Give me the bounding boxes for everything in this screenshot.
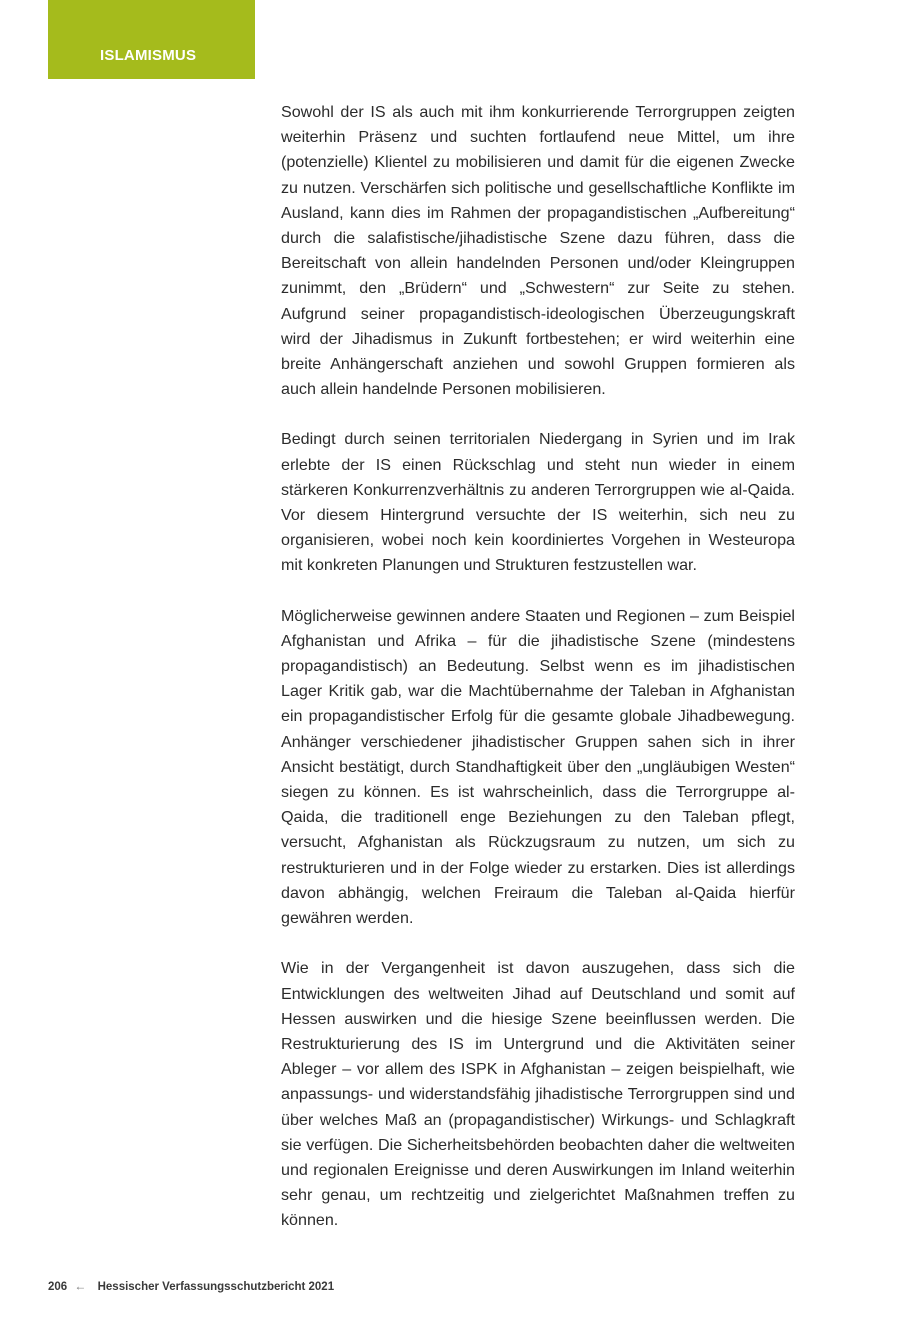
paragraph-4: Wie in der Vergangenheit ist davon auszugehen, dass sich die Entwicklungen des weltweiten Jihad auf Deutschland und somit auf Hessen auswirken und die hiesige Szene beeinflussen werden. Die Restrukturierung des IS im Untergrund und die Aktivitäten seiner Ableger – vor allem des ISPK in Afghanistan – zeigen beispielhaft, wie anpassungs- und widerstandsfähig jihadistische Terrorgruppen sind und über welches Maß an (propagandistischer) Wirkungs- und Schlagkraft sie verfügen. Die Sicherheitsbehörden beobachten daher die weltweiten und regionalen Ereignisse und deren Auswirkungen im Inland weiterhin sehr genau, um rechtzeitig und zielgerichtet Maßnahmen treffen zu können. [281, 959, 795, 1230]
paragraph-2: Bedingt durch seinen territorialen Niedergang in Syrien und im Irak erlebte der IS einen Rückschlag und steht nun wieder in einem stärkeren Konkurrenzverhältnis zu anderen Terrorgruppen wie al-Qaida. Vor diesem Hintergrund versuchte der IS weiterhin, sich neu zu organisieren, wobei noch kein koordiniertes Vorgehen in Westeuropa mit konkreten Planungen und Strukturen festzustellen war. [281, 430, 795, 575]
section-label: ISLAMISMUS [100, 47, 197, 64]
page-number: 206 [48, 1281, 68, 1293]
main-content [281, 100, 795, 1259]
page-footer [48, 1279, 334, 1293]
paragraph-1: Sowohl der IS als auch mit ihm konkurrierende Terrorgruppen zeigten weiterhin Präsenz und suchten fortlaufend neue Mittel, um ihre (potenzielle) Klientel zu mobilisieren und damit für die eigenen Zwecke zu nutzen. Verschärfen sich politische und gesellschaftliche Konflikte im Ausland, kann dies im Rahmen der propagandistischen „Aufbereitung“ durch die salafistische/jihadistische Szene dazu führen, dass die Bereitschaft von allein handelnden Personen und/oder Kleingruppen zunimmt, den „Brüdern“ und „Schwestern“ zur Seite zu stehen. Aufgrund seiner propagandistisch-ideologischen Überzeugungskraft wird der Jihadismus in Zukunft fortbestehen; er wird weiterhin eine breite Anhängerschaft anziehen und sowohl Gruppen formieren als auch allein handelnde Personen mobilisieren. [281, 103, 795, 399]
paragraph-3: Möglicherweise gewinnen andere Staaten und Regionen – zum Beispiel Afghanistan und Afrika – für die jihadistische Szene (mindestens propagandistisch) an Bedeutung. Selbst wenn es im jihadistischen Lager Kritik gab, war die Machtübernahme der Taleban in Afghanistan ein propagandistischer Erfolg für die gesamte globale Jihadbewegung. Anhänger verschiedener jihadistischer Gruppen sahen sich in ihrer Ansicht bestätigt, durch Standhaftigkeit über den „ungläubigen Westen“ siegen zu können. Es ist wahrscheinlich, dass die Terrorgruppe al-Qaida, die traditionell enge Beziehungen zu den Taleban pflegt, versucht, Afghanistan als Rückzugsraum zu nutzen, um sich zu restrukturieren und in der Folge wieder zu erstarken. Dies ist allerdings davon abhängig, welchen Freiraum die Taleban al-Qaida hierfür gewähren werden. [281, 606, 795, 928]
arrow-left-icon: ← [74, 1279, 87, 1293]
report-title: Hessischer Verfassungsschutzbericht 2021 [97, 1281, 335, 1293]
section-tab [48, 0, 255, 79]
